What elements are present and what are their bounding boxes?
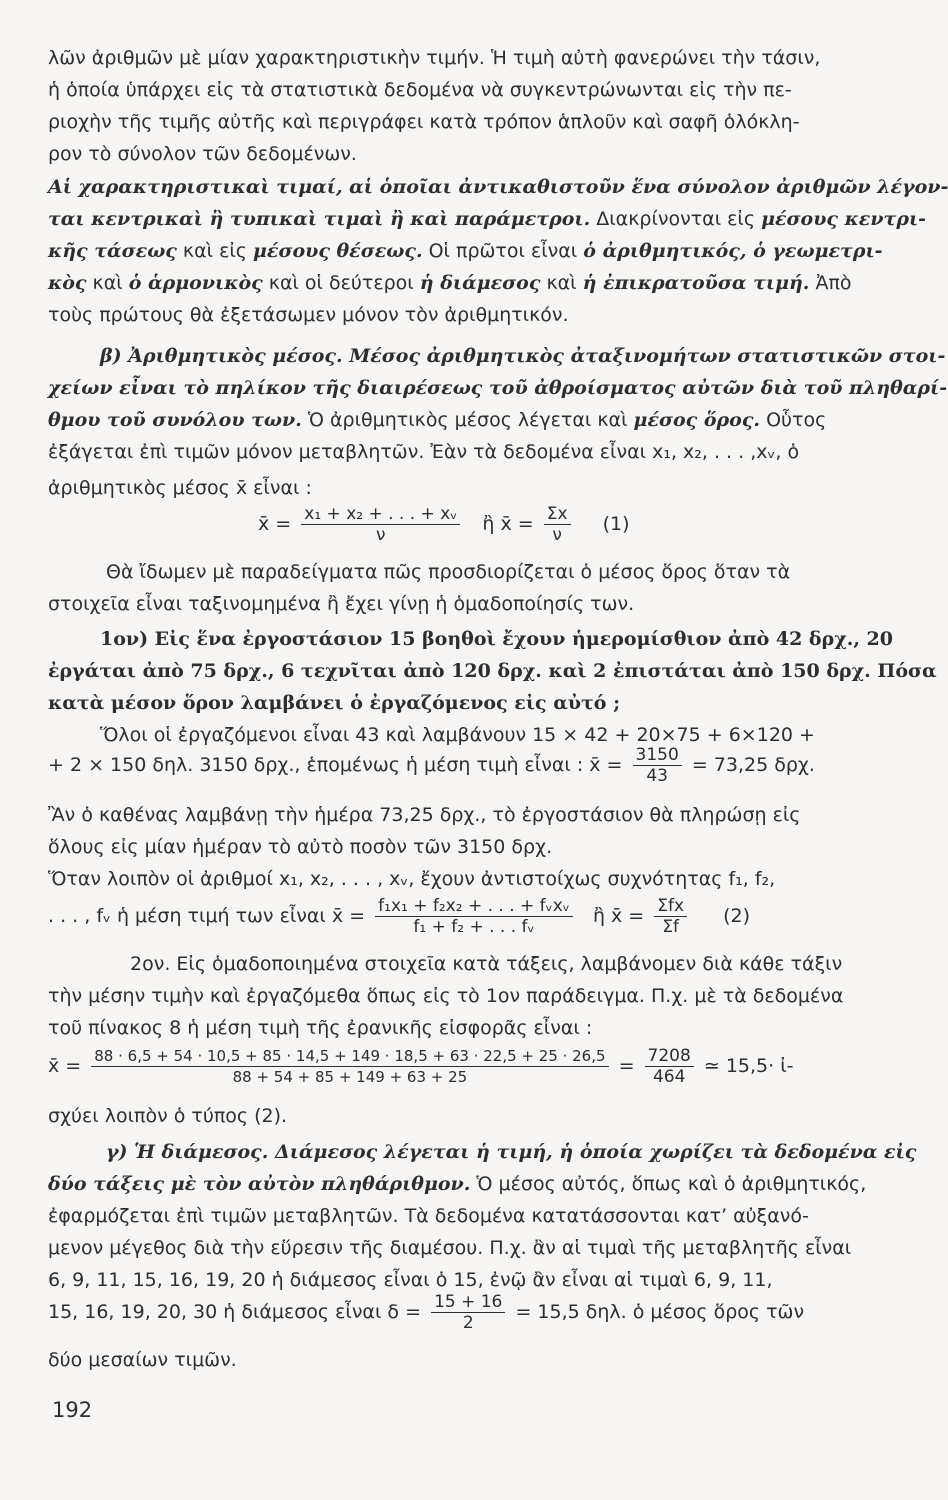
text-line: ριοχὴν τῆς τιμῆς αὐτῆς καὶ περιγράφει κατὰ τρόπον ἁπλοῦν καὶ σαφῆ ὁλόκλη-: [48, 111, 800, 133]
text-line: δύο μεσαίων τιμῶν.: [48, 1349, 237, 1371]
fraction-numerator: x₁ + x₂ + . . . + xᵥ: [301, 504, 460, 525]
text-line: ἐφαρμόζεται ἐπὶ τιμῶν μεταβλητῶν. Τὰ δεδομένα κατατάσσονται κατ’ αὐξανό-: [48, 1205, 809, 1227]
text-span: = 15,5 δηλ. ὁ μέσος ὅρος τῶν: [515, 1301, 805, 1323]
text-span: Ὁ μέσος αὐτός, ὅπως καὶ ὁ ἀριθμητικός,: [470, 1173, 867, 1195]
bold-term: ὁ ἁρμονικὸς: [128, 272, 263, 294]
text-line: ἐξάγεται ἐπὶ τιμῶν μόνον μεταβλητῶν. Ἐὰν τὰ δεδομένα εἶναι x₁, x₂, . . . ,xᵥ, ὁ: [48, 441, 800, 463]
fraction-denominator: ν: [376, 525, 386, 545]
fraction: [544, 504, 571, 545]
text-span: Ἀπὸ: [809, 272, 852, 294]
text-line: ὅλους εἰς μίαν ἡμέραν τὸ αὐτὸ ποσὸν τῶν 3150 δρχ.: [48, 836, 553, 858]
fraction-denominator: 464: [652, 1067, 686, 1087]
bold-term: ἡ διάμεσος: [419, 272, 541, 294]
text-span: Ὁ ἀριθμητικὸς μέσος λέγεται καὶ: [301, 409, 634, 431]
fraction: [654, 896, 687, 937]
text-line: 2ον. Εἰς ὁμαδοποιημένα στοιχεῖα κατὰ τάξεις, λαμβάνομεν διὰ κάθε τάξιν: [130, 953, 843, 975]
example-1-heading: 1ον) Εἰς ἕνα ἐργοστάσιον 15 βοηθοὶ ἔχουν ἡμερομίσθιον ἀπὸ 42 δρχ., 20: [100, 628, 893, 650]
bold-term: κῆς τάσεως: [48, 240, 177, 262]
fraction-denominator: 43: [646, 766, 668, 786]
fraction: [431, 1292, 505, 1333]
bold-term: δύο τάξεις μὲ τὸν αὐτὸν πληθάριθμον.: [48, 1173, 471, 1195]
formula-lhs: x̄ =: [258, 513, 292, 535]
text-line: μενον μέγεθος διὰ τὴν εὕρεσιν τῆς διαμέσου. Π.χ. ἂν αἱ τιμαὶ τῆς μεταβλητῆς εἶναι: [48, 1237, 852, 1259]
section-heading-gamma: γ) Ἡ διάμεσος. Διάμεσος λέγεται ἡ τιμή, ἡ ὁποία χωρίζει τὰ δεδομένα εἰς: [106, 1141, 917, 1163]
formula-label: (1): [602, 513, 630, 535]
bold-term: ται κεντρικαὶ ἢ τυπικαὶ τιμαὶ ἢ καὶ παράμετροι.: [48, 208, 591, 230]
fraction: [633, 745, 682, 786]
bold-term: κὸς: [48, 272, 87, 294]
text-line: [48, 271, 908, 295]
text-line: τοῦ πίνακος 8 ἡ μέση τιμὴ τῆς ἐρανικῆς εἰσφορᾶς εἶναι :: [48, 1017, 593, 1039]
text-span: καὶ: [86, 272, 129, 294]
fraction-numerator: Σfx: [654, 896, 687, 917]
text-line: στοιχεῖα εἶναι ταξινομημένα ἢ ἔχει γίνῃ ἡ ὁμαδοποίησίς των.: [48, 593, 635, 615]
text-line: [48, 408, 908, 432]
fraction: [301, 504, 460, 545]
fraction-denominator: 88 + 54 + 85 + 149 + 63 + 25: [232, 1068, 468, 1086]
formula-label: (2): [723, 905, 751, 927]
fraction-denominator: f₁ + f₂ + . . . fᵥ: [413, 917, 535, 937]
example-1-text: ἐργάται ἀπὸ 75 δρχ., 6 τεχνῖται ἀπὸ 120 δρχ. καὶ 2 ἐπιστάται ἀπὸ 150 δρχ. Πόσα: [48, 660, 937, 682]
fraction: [91, 1046, 608, 1087]
fraction-numerator: Σx: [544, 504, 571, 525]
text-line: [48, 239, 908, 263]
formula-2: [48, 896, 750, 937]
text-span: Διακρίνονται εἰς: [590, 208, 762, 230]
fraction-denominator: 2: [462, 1313, 474, 1333]
text-line: τοὺς πρώτους θὰ ἐξετάσωμεν μόνον τὸν ἀριθμητικόν.: [48, 304, 569, 326]
fraction-numerator: f₁x₁ + f₂x₂ + . . . + fᵥxᵥ: [375, 896, 573, 917]
bold-term: ἡ ἐπικρατοῦσα τιμή.: [582, 272, 810, 294]
fraction-numerator: 3150: [633, 745, 682, 766]
text-line: 6, 9, 11, 15, 16, 19, 20 ἡ διάμεσος εἶναι ὁ 15, ἐνῷ ἂν εἶναι αἱ τιμαὶ 6, 9, 11,: [48, 1269, 773, 1291]
bold-term: θμου τοῦ συνόλου των.: [48, 409, 302, 431]
bold-term: μέσους θέσεως.: [253, 240, 423, 262]
definition-line: Αἱ χαρακτηριστικαὶ τιμαί, αἱ ὁποῖαι ἀντικαθιστοῦν ἕνα σύνολον ἀριθμῶν λέγον-: [48, 176, 948, 198]
text-line: Ἂν ὁ καθένας λαμβάνῃ τὴν ἡμέρα 73,25 δρχ., τὸ ἐργοστάσιον θὰ πληρώσῃ εἰς: [48, 804, 801, 826]
bold-term: μέσους κεντρι-: [761, 208, 927, 230]
text-span: Οὗτος: [760, 409, 827, 431]
text-span: ≃ 15,5· ἰ-: [703, 1055, 794, 1077]
section-heading-beta: β) Ἀριθμητικὸς μέσος. Μέσος ἀριθμητικὸς ἀταξινομήτων στατιστικῶν στοι-: [100, 345, 946, 367]
page-number: 192: [52, 1398, 93, 1422]
formula-median: [48, 1292, 804, 1333]
formula-mid: ἢ x̄ =: [482, 513, 534, 535]
text-line: τὴν μέσην τιμὴν καὶ ἐργαζόμεθα ὅπως εἰς τὸ 1ον παράδειγμα. Π.χ. μὲ τὰ δεδομένα: [48, 985, 844, 1007]
fraction-denominator: Σf: [662, 917, 680, 937]
bold-term: μέσος ὅρος.: [633, 409, 761, 431]
text-span: =: [618, 1055, 635, 1077]
formula-mean-example: [48, 745, 815, 786]
fraction-numerator: 15 + 16: [431, 1292, 505, 1313]
formula-grouped-mean: [48, 1046, 794, 1087]
text-span: καὶ: [540, 272, 583, 294]
formula-1: [258, 504, 630, 545]
text-line: λῶν ἀριθμῶν μὲ μίαν χαρακτηριστικὴν τιμήν. Ἡ τιμὴ αὐτὴ φανερώνει τὴν τάσιν,: [48, 47, 821, 69]
text-line: ρον τὸ σύνολον τῶν δεδομένων.: [48, 143, 357, 165]
text-line: Ὅταν λοιπὸν οἱ ἀριθμοί x₁, x₂, . . . , xᵥ, ἔχουν ἀντιστοίχως συχνότητας f₁, f₂,: [48, 868, 776, 890]
text-line: [48, 1172, 908, 1196]
fraction-numerator: 7208: [645, 1046, 694, 1067]
text-span: = 73,25 δρχ.: [691, 754, 815, 776]
text-span: ἢ x̄ =: [592, 905, 645, 927]
text-span: . . . , fᵥ ἡ μέση τιμή των εἶναι x̄ =: [48, 905, 366, 927]
fraction: [375, 896, 573, 937]
text-line: ἀριθμητικὸς μέσος x̄ εἶναι :: [48, 477, 312, 499]
text-line: [48, 207, 927, 231]
text-line: σχύει λοιπὸν ὁ τύπος (2).: [48, 1105, 288, 1127]
text-span: καὶ εἰς: [176, 240, 253, 262]
fraction-numerator: 88 · 6,5 + 54 · 10,5 + 85 · 14,5 + 149 · 18,5 + 63 · 22,5 + 25 · 26,5: [91, 1046, 608, 1067]
text-span: + 2 × 150 δηλ. 3150 δρχ., ἑπομένως ἡ μέση τιμὴ εἶναι : x̄ =: [48, 754, 623, 776]
text-line: Θὰ ἴδωμεν μὲ παραδείγματα πῶς προσδιορίζεται ὁ μέσος ὅρος ὅταν τὰ: [106, 561, 791, 583]
text-span: 15, 16, 19, 20, 30 ἡ διάμεσος εἶναι δ =: [48, 1301, 422, 1323]
text-line: ἡ ὁποία ὑπάρχει εἰς τὰ στατιστικὰ δεδομένα νὰ συγκεντρώνωνται εἰς τὴν πε-: [48, 79, 792, 101]
fraction: [645, 1046, 694, 1087]
definition-line: χείων εἶναι τὸ πηλίκον τῆς διαιρέσεως τοῦ ἀθροίσματος αὐτῶν διὰ τοῦ πληθαρί-: [48, 377, 948, 399]
text-span: Οἱ πρῶτοι εἶναι: [422, 240, 584, 262]
text-span: x̄ =: [48, 1055, 82, 1077]
fraction-denominator: ν: [552, 525, 562, 545]
text-line: Ὅλοι οἱ ἐργαζόμενοι εἶναι 43 καὶ λαμβάνουν 15 × 42 + 20×75 + 6×120 +: [100, 724, 815, 746]
example-1-text: κατὰ μέσον ὅρον λαμβάνει ὁ ἐργαζόμενος εἰς αὐτό ;: [48, 692, 621, 714]
text-span: καὶ οἱ δεύτεροι: [262, 272, 420, 294]
bold-term: ὁ ἀριθμητικός, ὁ γεωμετρι-: [583, 240, 883, 262]
